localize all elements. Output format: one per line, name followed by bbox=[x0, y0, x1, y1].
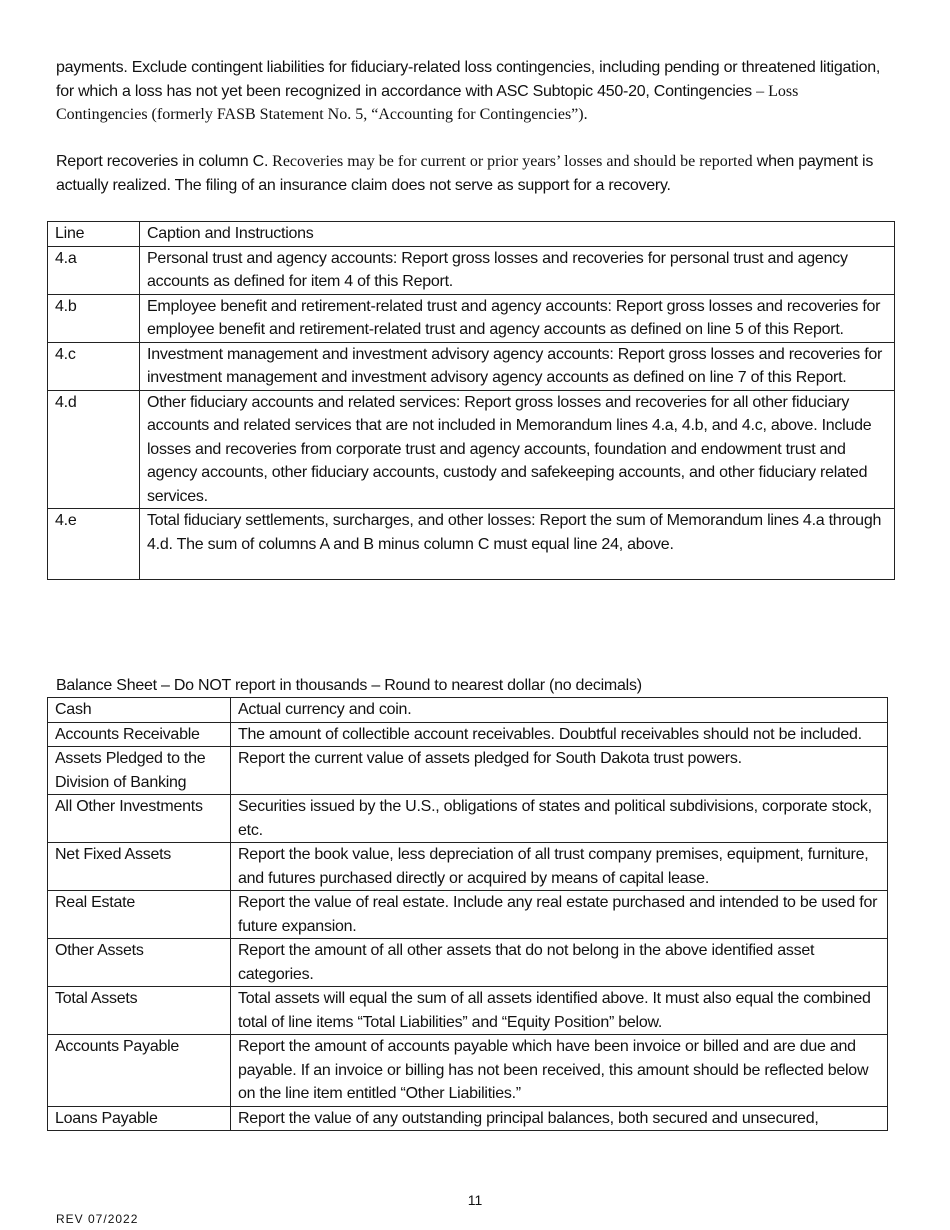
header-line: Line bbox=[48, 222, 140, 247]
intro-p1-serif-text: – Loss Contingencies (formerly FASB Statement No. 5, “Accounting for Contingencies”). bbox=[56, 82, 799, 123]
line-number: 4.b bbox=[48, 294, 140, 342]
balance-sheet-table bbox=[47, 697, 888, 1131]
intro-p1-text: payments. Exclude contingent liabilities for fiduciary-related loss contingencies, including pending or threatened litigation, for which a loss has not yet been recognized in accordance with ASC Subtopic 450-20, Contingencies bbox=[56, 59, 881, 100]
intro-p2-serif-text: Recoveries may be for current or prior years’ losses and should be reported bbox=[268, 153, 753, 170]
line-instructions: Other fiduciary accounts and related services: Report gross losses and recoveries for all other fiduciary accounts and related services that are not included in Memorandum lines 4.a, 4.b, and 4.c, above. Include losses and recoveries from corporate trust and agency accounts, foundation and endowment trust and agency accounts, other fiduciary accounts, custody and safekeeping accounts, and other fiduciary related services. bbox=[140, 390, 895, 509]
intro-paragraph-1 bbox=[56, 56, 886, 127]
table-row bbox=[48, 939, 888, 987]
item-description: Report the amount of accounts payable which have been invoice or billed and are due and payable. If an invoice or billing has not been received, this amount should be reflected below on the line item entitled “Other Liabilities.” bbox=[231, 1035, 888, 1107]
table-row bbox=[48, 987, 888, 1035]
intro-paragraph-2 bbox=[56, 150, 886, 197]
header-caption: Caption and Instructions bbox=[140, 222, 895, 247]
line-number: 4.e bbox=[48, 509, 140, 580]
table-row bbox=[48, 390, 895, 509]
line-number: 4.c bbox=[48, 342, 140, 390]
line-number: 4.d bbox=[48, 390, 140, 509]
memorandum-table bbox=[47, 221, 895, 580]
intro-p2-text-end: when payment is actually realized. The filing of an insurance claim does not serve as support for a recovery. bbox=[56, 153, 874, 194]
item-label: Other Assets bbox=[48, 939, 231, 987]
item-label: Accounts Payable bbox=[48, 1035, 231, 1107]
item-label: All Other Investments bbox=[48, 795, 231, 843]
item-description: Total assets will equal the sum of all assets identified above. It must also equal the combined total of line items “Total Liabilities” and “Equity Position” below. bbox=[231, 987, 888, 1035]
item-label: Cash bbox=[48, 698, 231, 723]
line-instructions: Total fiduciary settlements, surcharges, and other losses: Report the sum of Memorandum lines 4.a through 4.d. The sum of columns A and B minus column C must equal line 24, above. bbox=[140, 509, 895, 580]
item-label: Real Estate bbox=[48, 891, 231, 939]
table-row bbox=[48, 698, 888, 723]
item-description: Report the book value, less depreciation of all trust company premises, equipment, furniture, and futures purchased directly or acquired by means of capital lease. bbox=[231, 843, 888, 891]
intro-p2-text: Report recoveries in column C. bbox=[56, 153, 269, 170]
item-description: Securities issued by the U.S., obligations of states and political subdivisions, corporate stock, etc. bbox=[231, 795, 888, 843]
table-row bbox=[48, 891, 888, 939]
line-instructions: Investment management and investment advisory agency accounts: Report gross losses and recoveries for investment management and investment advisory agency accounts as defined on line 7 of this Report. bbox=[140, 342, 895, 390]
table-row bbox=[48, 294, 895, 342]
table-row bbox=[48, 342, 895, 390]
item-description: Report the value of real estate. Include any real estate purchased and intended to be used for future expansion. bbox=[231, 891, 888, 939]
line-instructions: Personal trust and agency accounts: Report gross losses and recoveries for personal trust and agency accounts as defined for item 4 of this Report. bbox=[140, 246, 895, 294]
line-instructions: Employee benefit and retirement-related trust and agency accounts: Report gross losses and recoveries for employee benefit and retirement-related trust and agency accounts as defined on line 5 of this Report. bbox=[140, 294, 895, 342]
page-number: 11 bbox=[467, 1192, 483, 1208]
table-row bbox=[48, 1035, 888, 1107]
table-row bbox=[48, 509, 895, 580]
table-row bbox=[48, 843, 888, 891]
item-description: Report the current value of assets pledged for South Dakota trust powers. bbox=[231, 747, 888, 795]
balance-sheet-title: Balance Sheet – Do NOT report in thousands – Round to nearest dollar (no decimals) bbox=[56, 677, 642, 694]
table-header-row bbox=[48, 222, 895, 247]
table-row bbox=[48, 747, 888, 795]
item-label: Total Assets bbox=[48, 987, 231, 1035]
table-row bbox=[48, 722, 888, 747]
table-row bbox=[48, 1106, 888, 1131]
revision-label: REV 07/2022 bbox=[56, 1212, 139, 1226]
table-row bbox=[48, 246, 895, 294]
item-label: Loans Payable bbox=[48, 1106, 231, 1131]
item-description: Report the value of any outstanding principal balances, both secured and unsecured, bbox=[231, 1106, 888, 1131]
item-description: Report the amount of all other assets that do not belong in the above identified asset categories. bbox=[231, 939, 888, 987]
item-description: The amount of collectible account receivables. Doubtful receivables should not be included. bbox=[231, 722, 888, 747]
item-label: Accounts Receivable bbox=[48, 722, 231, 747]
line-number: 4.a bbox=[48, 246, 140, 294]
item-description: Actual currency and coin. bbox=[231, 698, 888, 723]
item-label: Net Fixed Assets bbox=[48, 843, 231, 891]
item-label: Assets Pledged to the Division of Banking bbox=[48, 747, 231, 795]
table-row bbox=[48, 795, 888, 843]
